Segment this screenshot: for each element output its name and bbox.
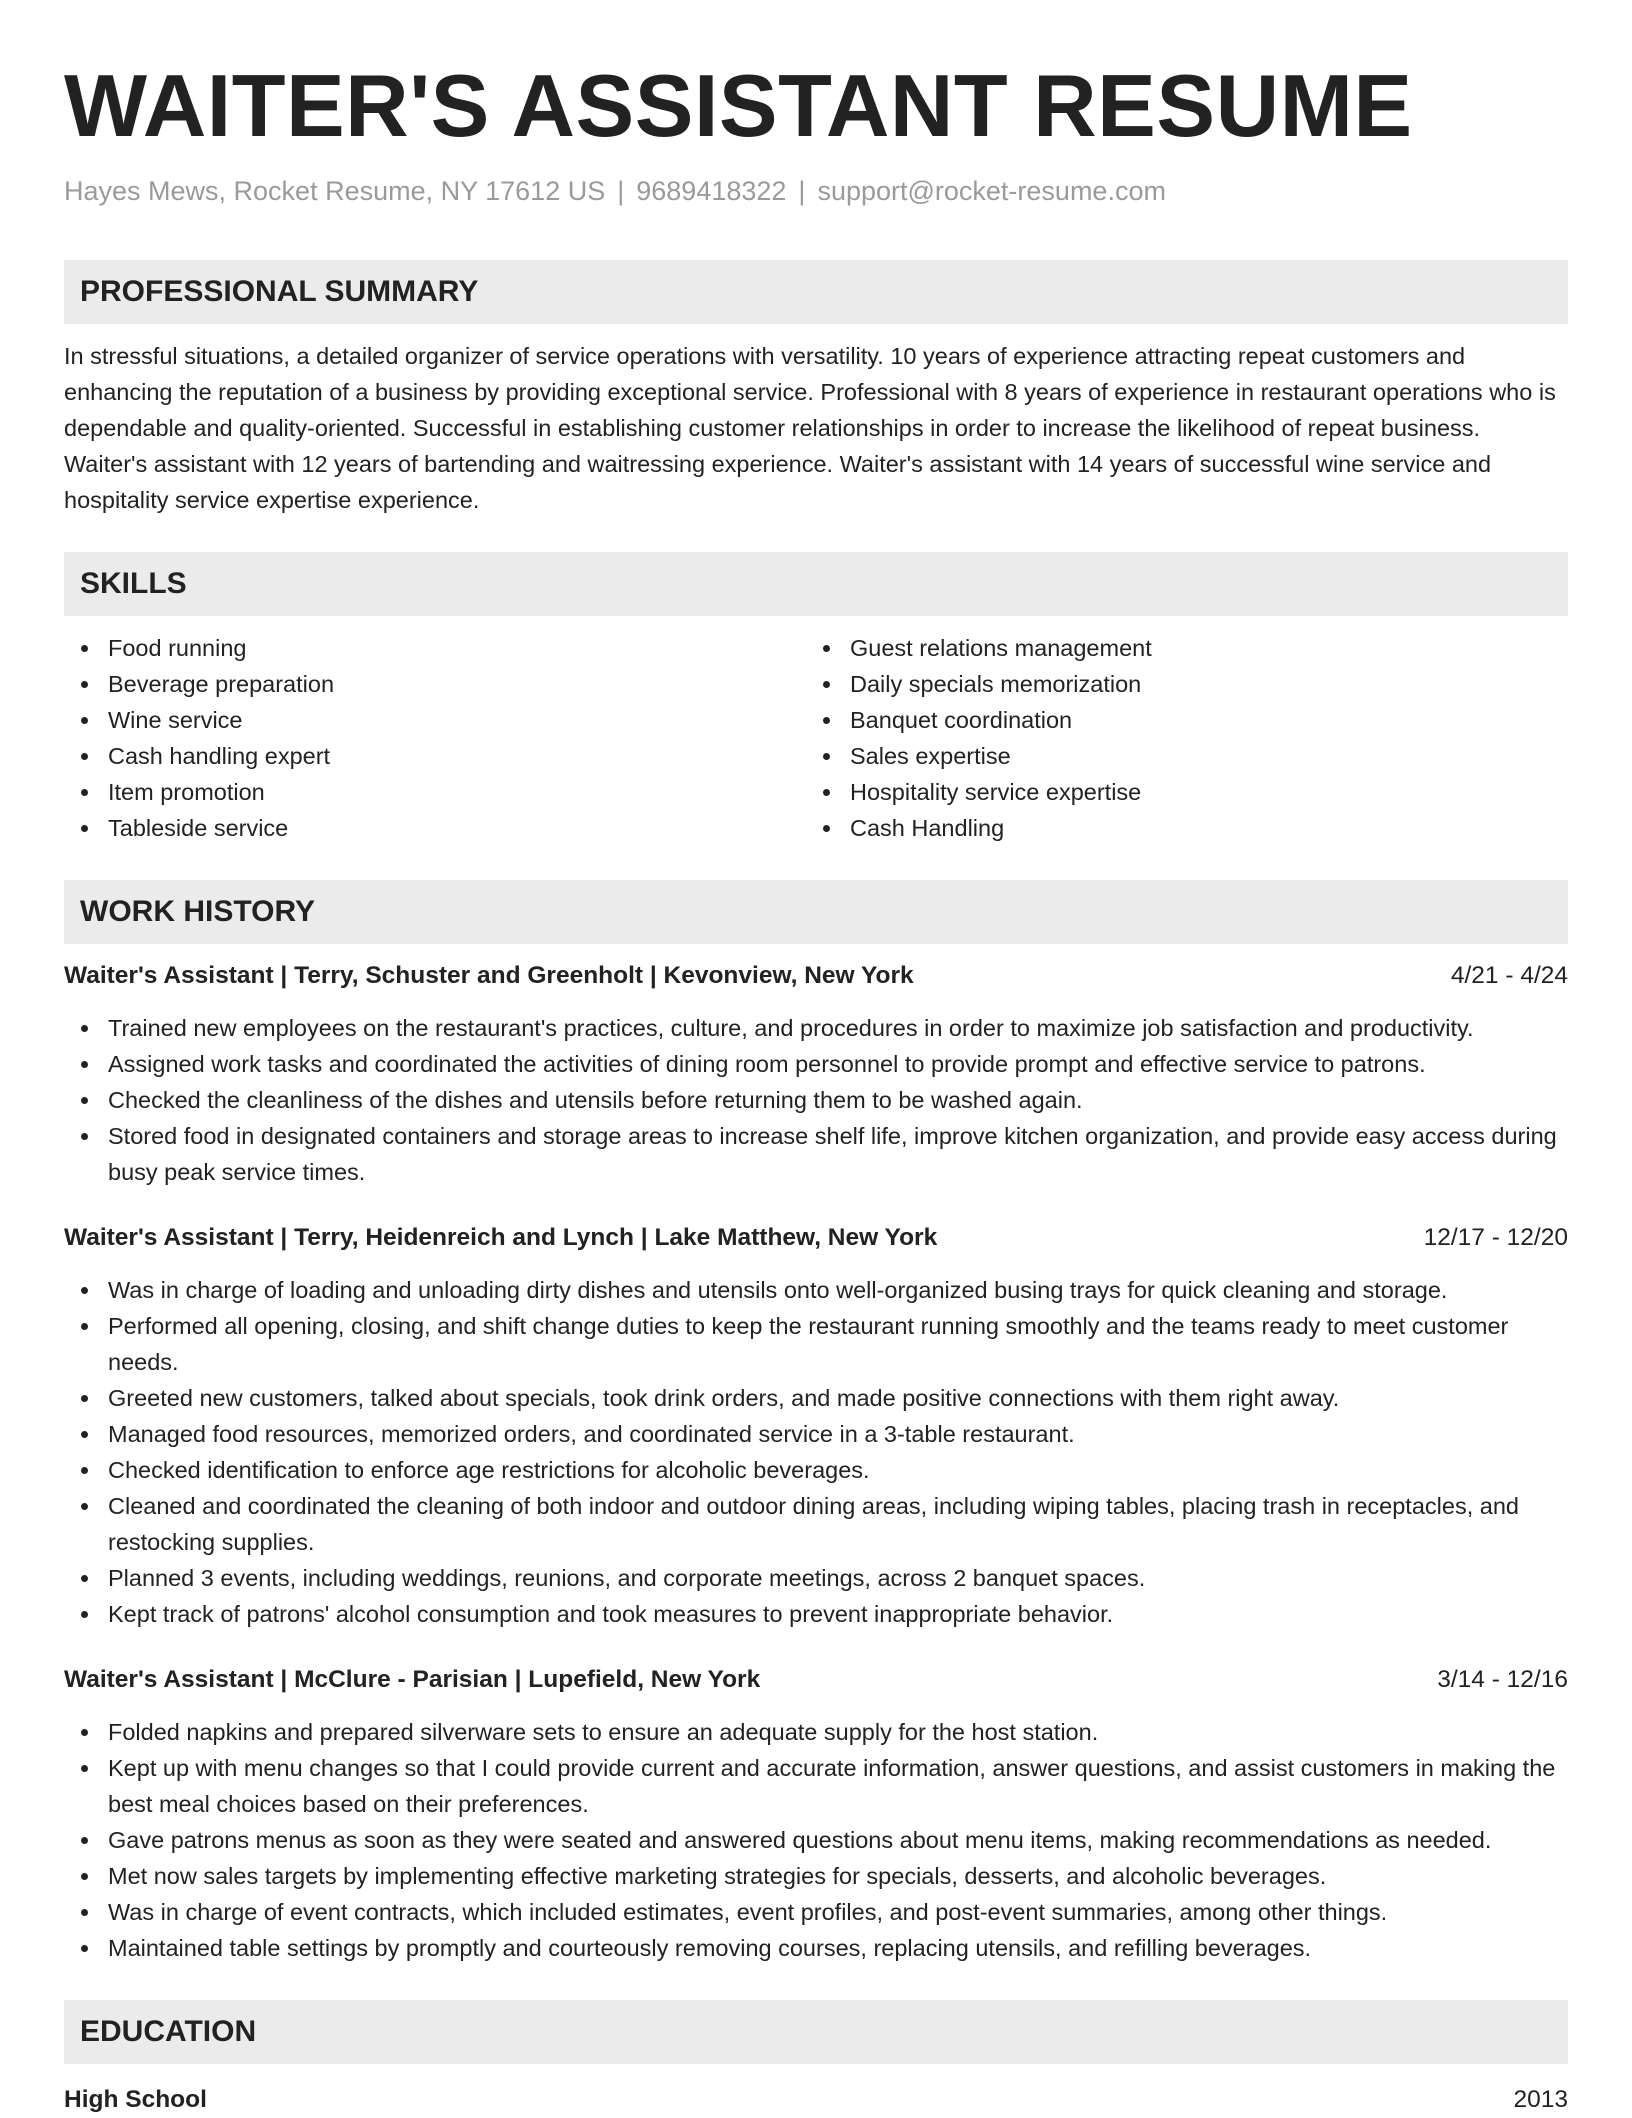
job-header (64, 958, 1568, 994)
contact-email: support@rocket-resume.com (817, 176, 1166, 206)
job-bullet: Planned 3 events, including weddings, reunions, and corporate meetings, across 2 banquet spaces. (64, 1560, 1568, 1596)
section-header-summary: PROFESSIONAL SUMMARY (64, 260, 1568, 324)
job-bullet: Assigned work tasks and coordinated the activities of dining room personnel to provide prompt and effective service to patrons. (64, 1046, 1568, 1082)
job-bullet: Checked identification to enforce age restrictions for alcoholic beverages. (64, 1452, 1568, 1488)
skill-item: Item promotion (64, 774, 806, 810)
contact-separator: | (798, 176, 806, 206)
education-degree: High School (64, 2086, 207, 2113)
skill-item: Food running (64, 630, 806, 666)
section-header-skills: SKILLS (64, 552, 1568, 616)
section-header-education: EDUCATION (64, 2000, 1568, 2064)
skill-item: Cash Handling (806, 810, 1548, 846)
contact-separator: | (617, 176, 625, 206)
job-bullets (64, 1010, 1568, 1190)
job-entry (64, 1220, 1568, 1632)
skill-item: Daily specials memorization (806, 666, 1548, 702)
job-bullets (64, 1272, 1568, 1632)
skill-item: Sales expertise (806, 738, 1548, 774)
job-bullet: Stored food in designated containers and storage areas to increase shelf life, improve kitchen organization, and provide easy access during busy peak service times. (64, 1118, 1568, 1190)
job-bullet: Greeted new customers, talked about specials, took drink orders, and made positive connections with them right away. (64, 1380, 1568, 1416)
job-bullet: Checked the cleanliness of the dishes and utensils before returning them to be washed again. (64, 1082, 1568, 1118)
job-bullet: Cleaned and coordinated the cleaning of both indoor and outdoor dining areas, including wiping tables, placing trash in receptacles, and restocking supplies. (64, 1488, 1568, 1560)
education-year: 2013 (1513, 2086, 1568, 2113)
resume-page (64, 0, 1568, 2118)
resume-title: WAITER'S ASSISTANT RESUME (64, 56, 1413, 155)
job-entry (64, 958, 1568, 1190)
job-bullet: Managed food resources, memorized orders, and coordinated service in a 3-table restaurant. (64, 1416, 1568, 1452)
skill-item: Hospitality service expertise (806, 774, 1548, 810)
skills-column-left (64, 630, 806, 846)
contact-address: Hayes Mews, Rocket Resume, NY 17612 US (64, 176, 606, 206)
job-entry (64, 1662, 1568, 1966)
job-bullet: Performed all opening, closing, and shift change duties to keep the restaurant running smoothly and the teams ready to meet customer needs. (64, 1308, 1568, 1380)
skill-item: Guest relations management (806, 630, 1548, 666)
job-bullet: Trained new employees on the restaurant's practices, culture, and procedures in order to maximize job satisfaction and productivity. (64, 1010, 1568, 1046)
job-bullet: Kept track of patrons' alcohol consumption and took measures to prevent inappropriate behavior. (64, 1596, 1568, 1632)
skills-list (64, 630, 1568, 846)
skills-column-right (806, 630, 1548, 846)
job-bullet: Met now sales targets by implementing effective marketing strategies for specials, desserts, and alcoholic beverages. (64, 1858, 1568, 1894)
contact-phone: 9689418322 (636, 176, 787, 206)
job-dates: 4/21 - 4/24 (1450, 962, 1568, 989)
skill-item: Tableside service (64, 810, 806, 846)
job-bullet: Folded napkins and prepared silverware sets to ensure an adequate supply for the host station. (64, 1714, 1568, 1750)
job-dates: 3/14 - 12/16 (1437, 1666, 1568, 1693)
job-title: Waiter's Assistant | McClure - Parisian | Lupefield, New York (64, 1666, 761, 1693)
skill-item: Cash handling expert (64, 738, 806, 774)
job-header (64, 1662, 1568, 1698)
job-dates: 12/17 - 12/20 (1423, 1224, 1568, 1251)
education-entry (64, 2082, 1568, 2118)
job-bullet: Kept up with menu changes so that I could provide current and accurate information, answer questions, and assist customers in making the best meal choices based on their preferences. (64, 1750, 1568, 1822)
job-bullet: Was in charge of event contracts, which included estimates, event profiles, and post-event summaries, among other things. (64, 1894, 1568, 1930)
job-title: Waiter's Assistant | Terry, Heidenreich and Lynch | Lake Matthew, New York (64, 1224, 938, 1251)
skill-item: Beverage preparation (64, 666, 806, 702)
job-bullets (64, 1714, 1568, 1966)
summary-text: In stressful situations, a detailed organizer of service operations with versatility. 10 years of experience attracting repeat customers and enhancing the reputation of a business by providing exceptional service. Professional with 8 years of experience in restaurant operations who is dependable and quality-oriented. Successful in establishing customer relationships in order to increase the likelihood of repeat business. Waiter's assistant with 12 years of bartending and waitressing experience. Waiter's assistant with 14 years of successful wine service and hospitality service expertise experience. (64, 343, 1556, 513)
skill-item: Wine service (64, 702, 806, 738)
job-header (64, 1220, 1568, 1256)
section-header-work-history: WORK HISTORY (64, 880, 1568, 944)
job-title: Waiter's Assistant | Terry, Schuster and Greenholt | Kevonview, New York (64, 962, 914, 989)
job-bullet: Was in charge of loading and unloading dirty dishes and utensils onto well-organized busing trays for quick cleaning and storage. (64, 1272, 1568, 1308)
job-bullet: Gave patrons menus as soon as they were seated and answered questions about menu items, making recommendations as needed. (64, 1822, 1568, 1858)
skill-item: Banquet coordination (806, 702, 1548, 738)
contact-line (64, 174, 1568, 208)
job-bullet: Maintained table settings by promptly and courteously removing courses, replacing utensils, and refilling beverages. (64, 1930, 1568, 1966)
